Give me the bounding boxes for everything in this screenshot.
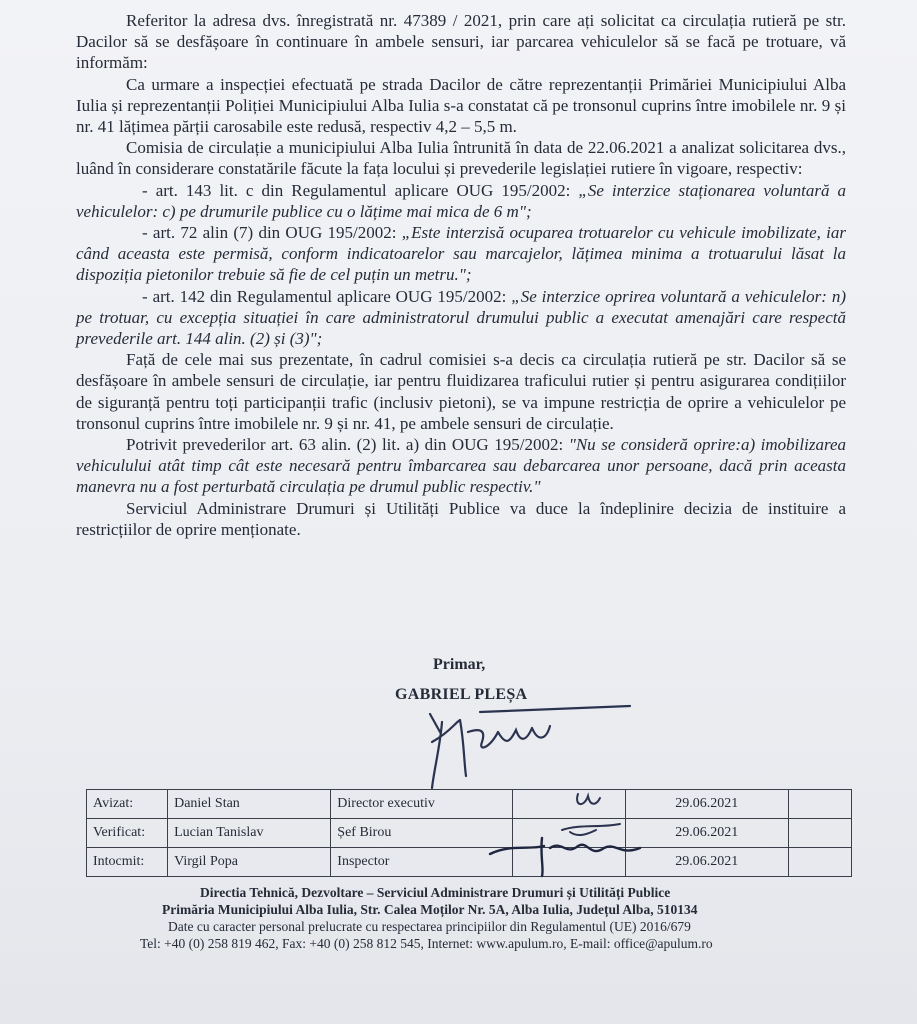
article-63-ref: Potrivit prevederilor art. 63 alin. (2) lit. a) din OUG 195/2002: bbox=[126, 435, 569, 455]
signature-title: Primar, bbox=[433, 656, 486, 673]
article-63-quote: "Nu se consideră oprire:a) imobilizarea vehiculului atât timp cât este necesară pentru îmbarcarea sau debarcarea unor persoane, dacă prin aceasta manevra nu a fost perturbată circulația pe drumul public respectiv." bbox=[76, 435, 846, 497]
approval-name: Virgil Popa bbox=[168, 848, 331, 877]
paragraph-article-63 bbox=[76, 434, 846, 498]
table-row bbox=[87, 819, 852, 848]
approval-signature-cell bbox=[512, 848, 625, 877]
signature-block bbox=[0, 652, 917, 792]
approval-date: 29.06.2021 bbox=[625, 819, 788, 848]
paragraph-inspection: Ca urmare a inspecției efectuată pe strada Dacilor de către reprezentanții Primăriei Municipiului Alba Iulia și reprezentanții Poliției Municipiului Alba Iulia s-a constatat că pe tronsonul cuprins între imobilele nr. 9 și nr. 41 lățimea părții carosabile este redusă, respectiv 4,2 – 5,5 m. bbox=[76, 74, 846, 137]
approval-date: 29.06.2021 bbox=[625, 790, 788, 819]
approval-empty-cell bbox=[788, 790, 851, 819]
footer-department: Directia Tehnică, Dezvoltare – Serviciul Administrare Drumuri și Utilități Publice bbox=[200, 885, 671, 900]
handwritten-signature bbox=[420, 702, 640, 792]
footer-address: Primăria Municipiului Alba Iulia, Str. Calea Moților Nr. 5A, Alba Iulia, Județul Alba, 510134 bbox=[162, 902, 698, 917]
approval-position: Inspector bbox=[331, 848, 512, 877]
article-143-ref: - art. 143 lit. c din Regulamentul aplicare OUG 195/2002: bbox=[142, 180, 579, 200]
article-72-quote: „Este interzisă ocuparea trotuarelor cu vehicule imobilizate, iar când aceasta este permisă, conform indicatoarelor sau marcajelor, lățimea minima a trotuarului lăsat la dispoziția pietonilor trebuie să fie de cel puțin un metru."; bbox=[76, 223, 846, 285]
paragraph-commission: Comisia de circulație a municipiului Alba Iulia întrunită în data de 22.06.2021 a analizat solicitarea dvs., luând în considerare constatările făcute la fața locului și prevederile legislației rutiere în vigoare, respectiv: bbox=[76, 138, 846, 179]
approval-signature-cell bbox=[512, 790, 625, 819]
approval-signature-cell bbox=[512, 819, 625, 848]
table-row bbox=[87, 848, 852, 877]
approval-position: Director executiv bbox=[331, 790, 512, 819]
article-142 bbox=[76, 286, 846, 350]
approval-name: Daniel Stan bbox=[168, 790, 331, 819]
approval-role: Avizat: bbox=[87, 790, 168, 819]
table-row bbox=[87, 790, 852, 819]
footer-gdpr-note: Date cu caracter personal prelucrate cu respectarea principiilor din Regulamentul (UE) 2016/679 bbox=[168, 919, 691, 934]
document-footer bbox=[140, 884, 820, 952]
approvals-table bbox=[86, 789, 852, 877]
article-72-ref: - art. 72 alin (7) din OUG 195/2002: bbox=[142, 223, 402, 243]
paragraph-intro: Referitor la adresa dvs. înregistrată nr. 47389 / 2021, prin care ați solicitat ca circulația rutieră pe str. Dacilor să se desfășoare în continuare în ambele sensuri, iar parcarea vehiculelor să se facă pe trotuare, vă informăm: bbox=[76, 11, 846, 73]
approval-empty-cell bbox=[788, 819, 851, 848]
article-143-quote: „Se interzice staționarea voluntară a vehiculelor: c) pe drumurile publice cu o lățime mai mica de 6 m"; bbox=[76, 180, 846, 221]
signature-name: GABRIEL PLEȘA bbox=[395, 686, 528, 703]
article-142-ref: - art. 142 din Regulamentul aplicare OUG 195/2002: bbox=[142, 286, 512, 306]
approval-empty-cell bbox=[788, 848, 851, 877]
letter-body bbox=[76, 10, 846, 540]
article-142-quote: „Se interzice oprirea voluntară a vehiculelor: n) pe trotuar, cu excepția situației în care administratorul drumului public a executat amenajări care respectă prevederile art. 144 alin. (2) și (3)"; bbox=[76, 286, 846, 349]
paragraph-service: Serviciul Administrare Drumuri și Utilități Publice va duce la îndeplinire decizia de instituire a restricțiilor de oprire menționate. bbox=[76, 498, 846, 539]
approval-name: Lucian Tanislav bbox=[168, 819, 331, 848]
paragraph-decision: Față de cele mai sus prezentate, în cadrul comisiei s-a decis ca circulația rutieră pe str. Dacilor să se desfășoare în ambele sensuri de circulație, iar pentru fluidizarea traficului rutier și pentru asigurarea condițiilor de siguranță pentru toți participanții trafic (inclusiv pietoni), se va impune restricția de oprire a vehiculelor pe tronsonul cuprins între imobilele nr. 9 și nr. 41, pe ambele sensuri de circulație. bbox=[76, 350, 846, 433]
article-72 bbox=[76, 222, 846, 286]
approval-role: Verificat: bbox=[87, 819, 168, 848]
approval-role: Intocmit: bbox=[87, 848, 168, 877]
article-143 bbox=[76, 180, 846, 222]
approval-date: 29.06.2021 bbox=[625, 848, 788, 877]
approval-position: Șef Birou bbox=[331, 819, 512, 848]
footer-contact: Tel: +40 (0) 258 819 462, Fax: +40 (0) 258 812 545, Internet: www.apulum.ro, E-mail: office@apulum.ro bbox=[140, 936, 713, 951]
